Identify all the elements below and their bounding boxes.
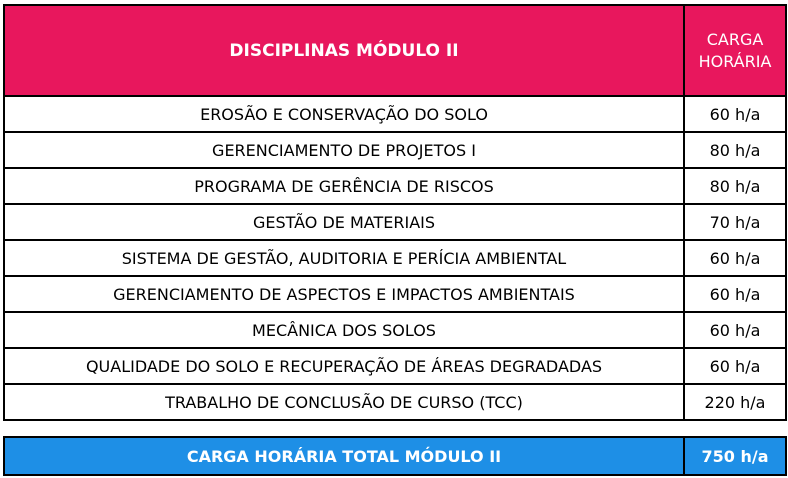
discipline-name: QUALIDADE DO SOLO E RECUPERAÇÃO DE ÁREAS DEGRADADAS [4,348,684,384]
table-row [4,96,786,132]
table-row [4,348,786,384]
header-workload-line1: CARGA [706,29,764,49]
discipline-hours: 60 h/a [684,240,786,276]
discipline-hours: 60 h/a [684,276,786,312]
table-row [4,276,786,312]
discipline-name: TRABALHO DE CONCLUSÃO DE CURSO (TCC) [4,384,684,420]
table-header-row [4,5,786,96]
discipline-hours: 80 h/a [684,168,786,204]
disciplines-table [3,4,787,421]
table-row [4,168,786,204]
table-row [4,132,786,168]
discipline-hours: 70 h/a [684,204,786,240]
discipline-name: EROSÃO E CONSERVAÇÃO DO SOLO [4,96,684,132]
header-disciplines: DISCIPLINAS MÓDULO II [4,5,684,96]
total-hours: 750 h/a [684,437,786,475]
discipline-name: PROGRAMA DE GERÊNCIA DE RISCOS [4,168,684,204]
discipline-hours: 220 h/a [684,384,786,420]
discipline-name: GERENCIAMENTO DE ASPECTOS E IMPACTOS AMBIENTAIS [4,276,684,312]
header-workload [684,5,786,96]
discipline-name: SISTEMA DE GESTÃO, AUDITORIA E PERÍCIA AMBIENTAL [4,240,684,276]
table-row [4,240,786,276]
table-row [4,204,786,240]
header-workload-line2: HORÁRIA [698,51,772,71]
table-row [4,384,786,420]
total-row [4,437,786,475]
total-label: CARGA HORÁRIA TOTAL MÓDULO II [4,437,684,475]
discipline-hours: 60 h/a [684,348,786,384]
table-row [4,312,786,348]
discipline-name: MECÂNICA DOS SOLOS [4,312,684,348]
discipline-hours: 80 h/a [684,132,786,168]
total-table [3,436,787,476]
discipline-hours: 60 h/a [684,312,786,348]
discipline-name: GERENCIAMENTO DE PROJETOS I [4,132,684,168]
discipline-hours: 60 h/a [684,96,786,132]
discipline-name: GESTÃO DE MATERIAIS [4,204,684,240]
